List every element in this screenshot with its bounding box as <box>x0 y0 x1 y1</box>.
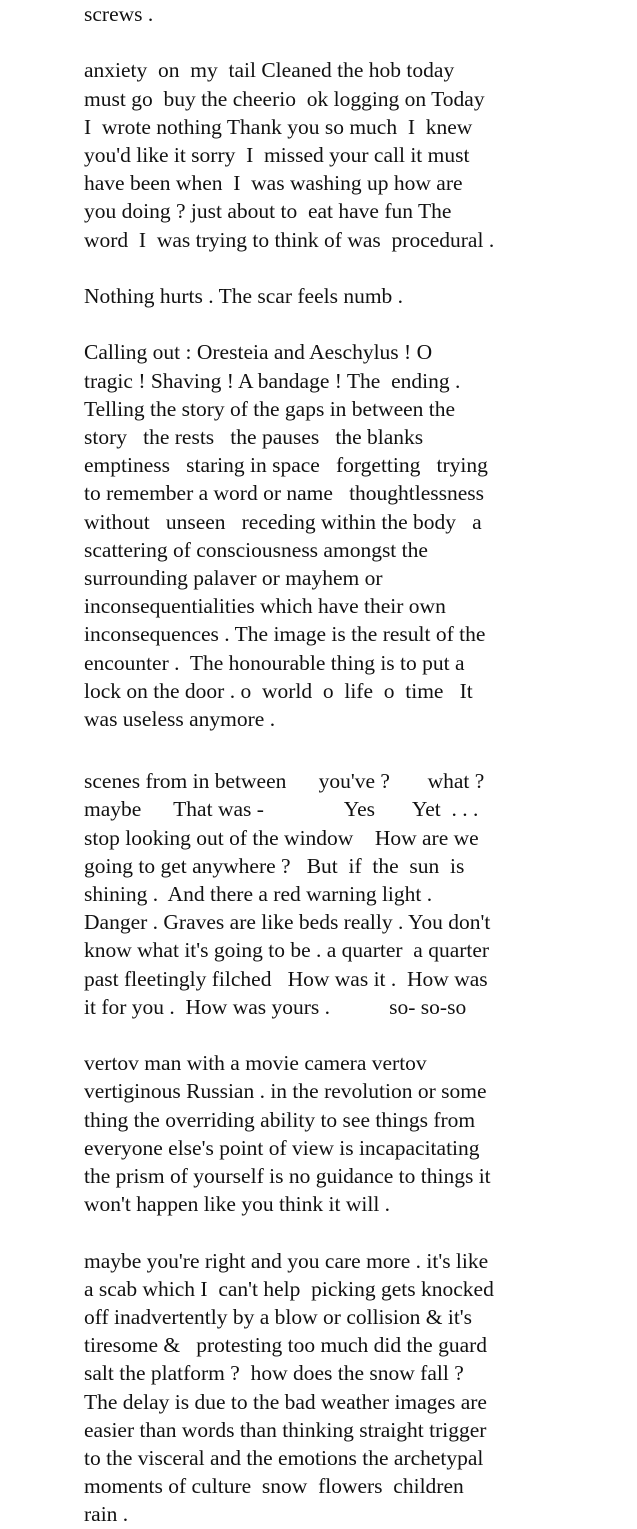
text-line: salt the platform ? how does the snow fall ? <box>84 1361 464 1386</box>
text-line: scattering of consciousness amongst the <box>84 537 428 562</box>
text-line: everyone else's point of view is incapacitating <box>84 1135 480 1160</box>
text-line: Danger . Graves are like beds really . You don't <box>84 910 491 935</box>
text-line: rain . <box>84 1502 129 1527</box>
text-line: Calling out : Oresteia and Aeschylus ! O <box>84 340 433 365</box>
text-line: must go buy the cheerio ok logging on Today <box>84 86 485 111</box>
text-line: inconsequences . The image is the result of the <box>84 622 486 647</box>
text-line: The delay is due to the bad weather images are <box>84 1389 487 1414</box>
text-line: word I was trying to think of was procedural . <box>84 227 495 252</box>
paragraph-4 <box>84 338 624 733</box>
text-line: vertov man with a movie camera vertov <box>84 1051 427 1076</box>
text-line: screws . <box>84 2 154 26</box>
paragraph-6 <box>84 1049 624 1218</box>
text-line: Telling the story of the gaps in between the <box>84 396 456 421</box>
paragraph-gap <box>84 28 624 56</box>
text-line: to the visceral and the emotions the archetypal <box>84 1446 484 1471</box>
text-line: anxiety on my tail Cleaned the hob today <box>84 58 455 83</box>
text-line: to remember a word or name thoughtlessness <box>84 481 485 506</box>
paragraph-gap <box>84 1021 624 1049</box>
document-page <box>84 0 624 1529</box>
text-line: encounter . The honourable thing is to put a <box>84 650 465 675</box>
text-line: thing the overriding ability to see things from <box>84 1107 476 1132</box>
text-line: I wrote nothing Thank you so much I knew <box>84 114 473 139</box>
text-line: you'd like it sorry I missed your call it must <box>84 143 470 167</box>
text-line: shining . And there a red warning light . <box>84 882 433 907</box>
text-line: story the rests the pauses the blanks <box>84 425 424 449</box>
text-line: emptiness staring in space forgetting trying <box>84 453 488 478</box>
paragraph-gap <box>84 1218 624 1246</box>
paragraph-gap <box>84 254 624 282</box>
paragraph-3 <box>84 282 624 310</box>
text-line: surrounding palaver or mayhem or <box>84 566 383 591</box>
text-line: stop looking out of the window How are we <box>84 825 479 850</box>
text-line: moments of culture snow flowers children <box>84 1474 464 1499</box>
text-line: tiresome & protesting too much did the guard <box>84 1333 488 1358</box>
text-line: know what it's going to be . a quarter a quarter <box>84 938 490 963</box>
text-line: vertiginous Russian . in the revolution or some <box>84 1079 487 1104</box>
text-line: inconsequentialities which have their own <box>84 594 446 619</box>
text-line: was useless anymore . <box>84 707 276 732</box>
text-line: the prism of yourself is no guidance to things it <box>84 1164 491 1189</box>
text-line: have been when I was washing up how are <box>84 171 463 196</box>
text-line: easier than words than thinking straight trigger <box>84 1417 487 1442</box>
text-line: scenes from in between you've ? what ? <box>84 769 485 794</box>
text-line: past fleetingly filched How was it . How was <box>84 966 488 991</box>
text-line: off inadvertently by a blow or collision & it's <box>84 1305 473 1330</box>
text-line: maybe That was - Yes Yet . . . <box>84 797 479 822</box>
paragraph-2 <box>84 56 624 253</box>
text-line: won't happen like you think it will . <box>84 1192 391 1217</box>
text-line: you doing ? just about to eat have fun The <box>84 199 452 224</box>
paragraph-1 <box>84 0 624 28</box>
text-line: maybe you're right and you care more . it's like <box>84 1248 489 1273</box>
text-line: it for you . How was yours . so- so-so <box>84 994 467 1019</box>
paragraph-gap <box>84 733 624 767</box>
text-line: Nothing hurts . The scar feels numb . <box>84 284 404 308</box>
paragraph-7 <box>84 1247 624 1529</box>
text-line: lock on the door . o world o life o time It <box>84 678 473 703</box>
paragraph-5 <box>84 767 624 1021</box>
text-line: without unseen receding within the body a <box>84 509 482 534</box>
text-line: a scab which I can't help picking gets knocked <box>84 1276 494 1301</box>
text-line: going to get anywhere ? But if the sun is <box>84 853 465 878</box>
text-line: tragic ! Shaving ! A bandage ! The ending . <box>84 368 461 393</box>
paragraph-gap <box>84 310 624 338</box>
